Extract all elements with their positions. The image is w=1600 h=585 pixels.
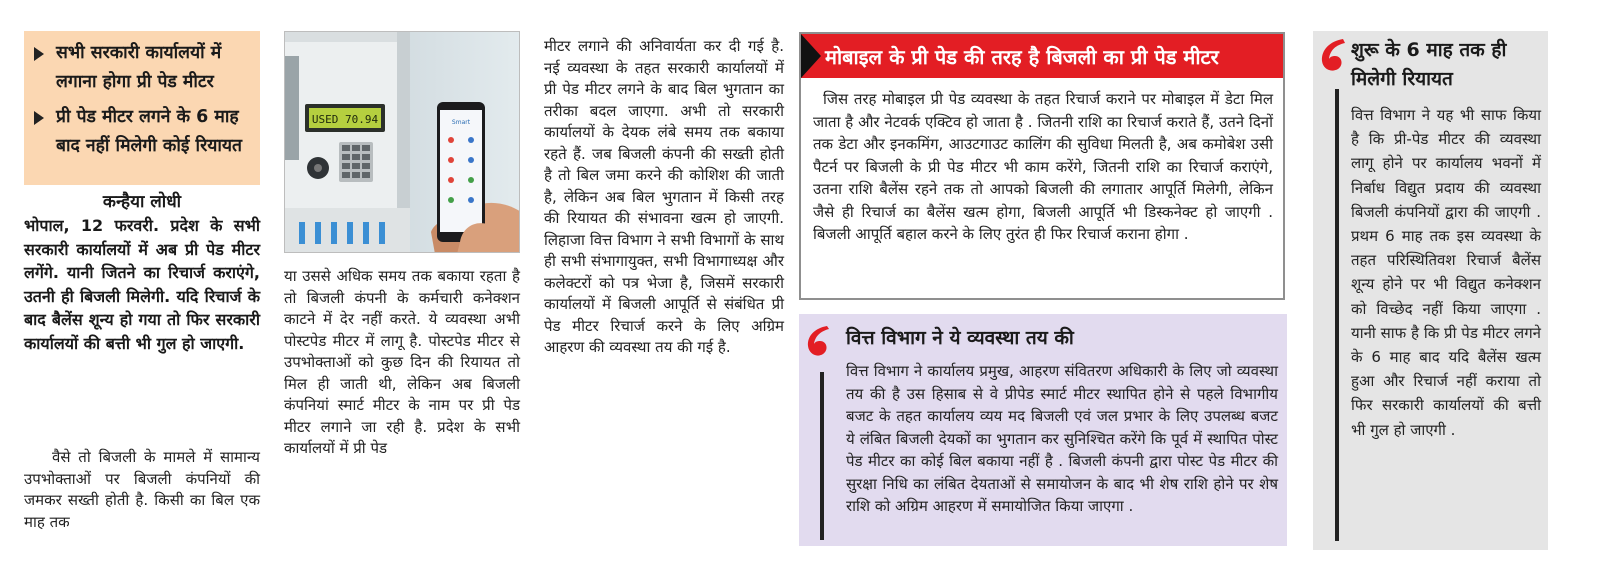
vertical-rule [1335, 89, 1339, 541]
column-2-body [284, 266, 520, 460]
meter-lcd-reading: USED 70.94 [311, 113, 379, 126]
byline: कन्हैया लोधी [102, 192, 182, 212]
triangle-bullet-icon [34, 47, 44, 61]
finance-dept-title: वित्त विभाग ने ये व्यवस्था तय की [846, 327, 1074, 349]
smart-meter-photo [284, 31, 520, 253]
column-1-body [24, 447, 260, 533]
prepaid-info-title: मोबाइल के प्री पेड की तरह है बिजली का प्री पेड मीटर [825, 44, 1219, 69]
triangle-bullet-icon [34, 111, 44, 125]
arrow-marker-icon [801, 34, 821, 78]
vertical-rule [820, 372, 824, 540]
highlights-box [24, 31, 260, 185]
phone-app-name: Smart [451, 119, 471, 126]
prepaid-info-header [801, 34, 1283, 78]
quote-mark-icon [805, 324, 833, 364]
column-3-body [544, 36, 784, 359]
highlight-item [32, 39, 254, 97]
lead-paragraph: भोपाल, 12 फरवरी. प्रदेश के सभी सरकारी कार्यालयों में अब प्री पेड मीटर लगेंगे. यानी जितने का रिचार्ज कराएंगे, उतनी ही बिजली मिलेगी. यदि रिचार्ज के बाद बैलेंस शून्य हो गया तो फिर सरकारी कार्यालयों की बत्ती भी गुल हो जाएगी. [24, 216, 260, 353]
finance-dept-box [799, 314, 1287, 546]
body-text: या उससे अधिक समय तक बकाया रहता है तो बिजली कंपनी के कर्मचारी कनेक्शन काटने में देर नहीं करते. ये व्यवस्था अभी पोस्टपेड मीटर में लागू है. पोस्टपेड मीटर से उपभोक्ताओं को कुछ दिन की रियायत तो मिल ही जाती थी, लेकिन अब बिजली कंपनियां स्मार्ट मीटर के नाम पर प्री पेड मीटर लगाने जा रही है. प्रदेश के सभी कार्यालयों में प्री पेड [284, 267, 520, 457]
highlight-text: प्री पेड मीटर लगने के 6 माह बाद नहीं मिलेगी कोई रियायत [56, 107, 243, 156]
body-text: मीटर लगाने की अनिवार्यता कर दी गई है. नई व्यवस्था के तहत सरकारी कार्यालयों में प्री पेड मीटर लगने के बाद बिल भुगतान का तरीका बदल जाएगा. अभी तो सरकारी कार्यालयों के देयक लंबे समय तक बकाया रहते हैं. जब बिजली कंपनी की सख्ती होती है तो बिल जमा करने की कोशिश की जाती है, लेकिन अब बिल भुगतान में किसी तरह की रियायत की संभावना खत्म हो जाएगी. लिहाजा वित्त विभाग ने सभी विभागों के साथ ही सभी संभागायुक्त, सभी विभागाध्यक्ष और कलेक्टरों को पत्र भेजा है, जिसमें सरकारी कार्यालयों में बिजली आपूर्ति से संबंधित प्री पेड मीटर रिचार्ज करने के लिए अग्रिम आहरण की व्यवस्था तय की गई है. [544, 37, 784, 356]
prepaid-info-box [799, 32, 1285, 300]
body-text: वैसे तो बिजली के मामले में सामान्य उपभोक्ताओं पर बिजली कंपनियों की जमकर सख्ती होती है. किसी का बिल एक माह तक [24, 448, 260, 531]
quote-mark-icon [1319, 37, 1347, 79]
highlight-item [32, 103, 254, 161]
relief-text: वित्त विभाग ने यह भी साफ किया है कि प्री-पेड मीटर की व्यवस्था लागू होने पर कार्यालय भवनों में निर्बाध विद्युत प्रदाय की व्यवस्था बिजली कंपनियों द्वारा की जाएगी . प्रथम 6 माह तक इस व्यवस्था के तहत परिस्थितिवश रिचार्ज बैलेंस शून्य होने पर भी विद्युत कनेक्शन को विच्छेद नहीं किया जाएगा . यानी साफ है कि प्री पेड मीटर लगने के 6 माह बाद यदि बैलेंस खत्म हुआ और रिचार्ज नहीं कराया तो फिर सरकारी कार्यालयों की बत्ती भी गुल हो जाएगी . [1351, 106, 1541, 439]
prepaid-info-text: जिस तरह मोबाइल प्री पेड व्यवस्था के तहत रिचार्ज कराने पर मोबाइल में डेटा मिल जाता है और नेटवर्क एक्टिव हो जाता है . जितनी राशि का रिचार्ज कराते हैं, उतने दिनों तक डेटा और इनकमिंग, आउटगाउट कालिंग की सुविधा मिलती है, अब कमोबेश उसी पैटर्न पर बिजली के प्री पेड मीटर भी काम करेंगे, जितनी राशि का रिचार्ज कराएंगे, उतना राशि बैलेंस रहने तक तो आपको बिजली की लगातार आपूर्ति मिलेगी, लेकिन जैसे ही रिचार्ज का बैलेंस खत्म होगा, बिजली आपूर्ति भी डिस्कनेक्ट हो जाएगी . बिजली आपूर्ति बहाल करने के लिए तुरंत ही फिर रिचार्ज कराना होगा . [813, 90, 1273, 243]
highlight-text: सभी सरकारी कार्यालयों में लगाना होगा प्री पेड मीटर [56, 43, 222, 92]
meter-and-phone-illustration [285, 32, 520, 253]
relief-box [1313, 31, 1548, 550]
relief-title: शुरू के 6 माह तक ही मिलेगी रियायत [1351, 39, 1507, 90]
finance-dept-text: वित्त विभाग ने कार्यालय प्रमुख, आहरण संवितरण अधिकारी के लिए जो व्यवस्था तय की है उस हिसाब से वे प्रीपेड स्मार्ट मीटर स्थापित होने से पहले विभागीय बजट के तहत कार्यालय व्यय मद बिजली एवं जल प्रभार के लिए उपलब्ध बजट ये लंबित बिजली देयकों का भुगतान कर सुनिश्चित करेंगे कि पूर्व में स्थापित पोस्ट पेड मीटर का कोई बिल बकाया नहीं है . बिजली कंपनी द्वारा पोस्ट पेड मीटर की सुरक्षा निधि का लंबित देयताओं से समायोजन के बाद भी शेष राशि होने पर शेष राशि को अग्रिम आहरण में समायोजित किया जाएगा . [846, 362, 1278, 515]
